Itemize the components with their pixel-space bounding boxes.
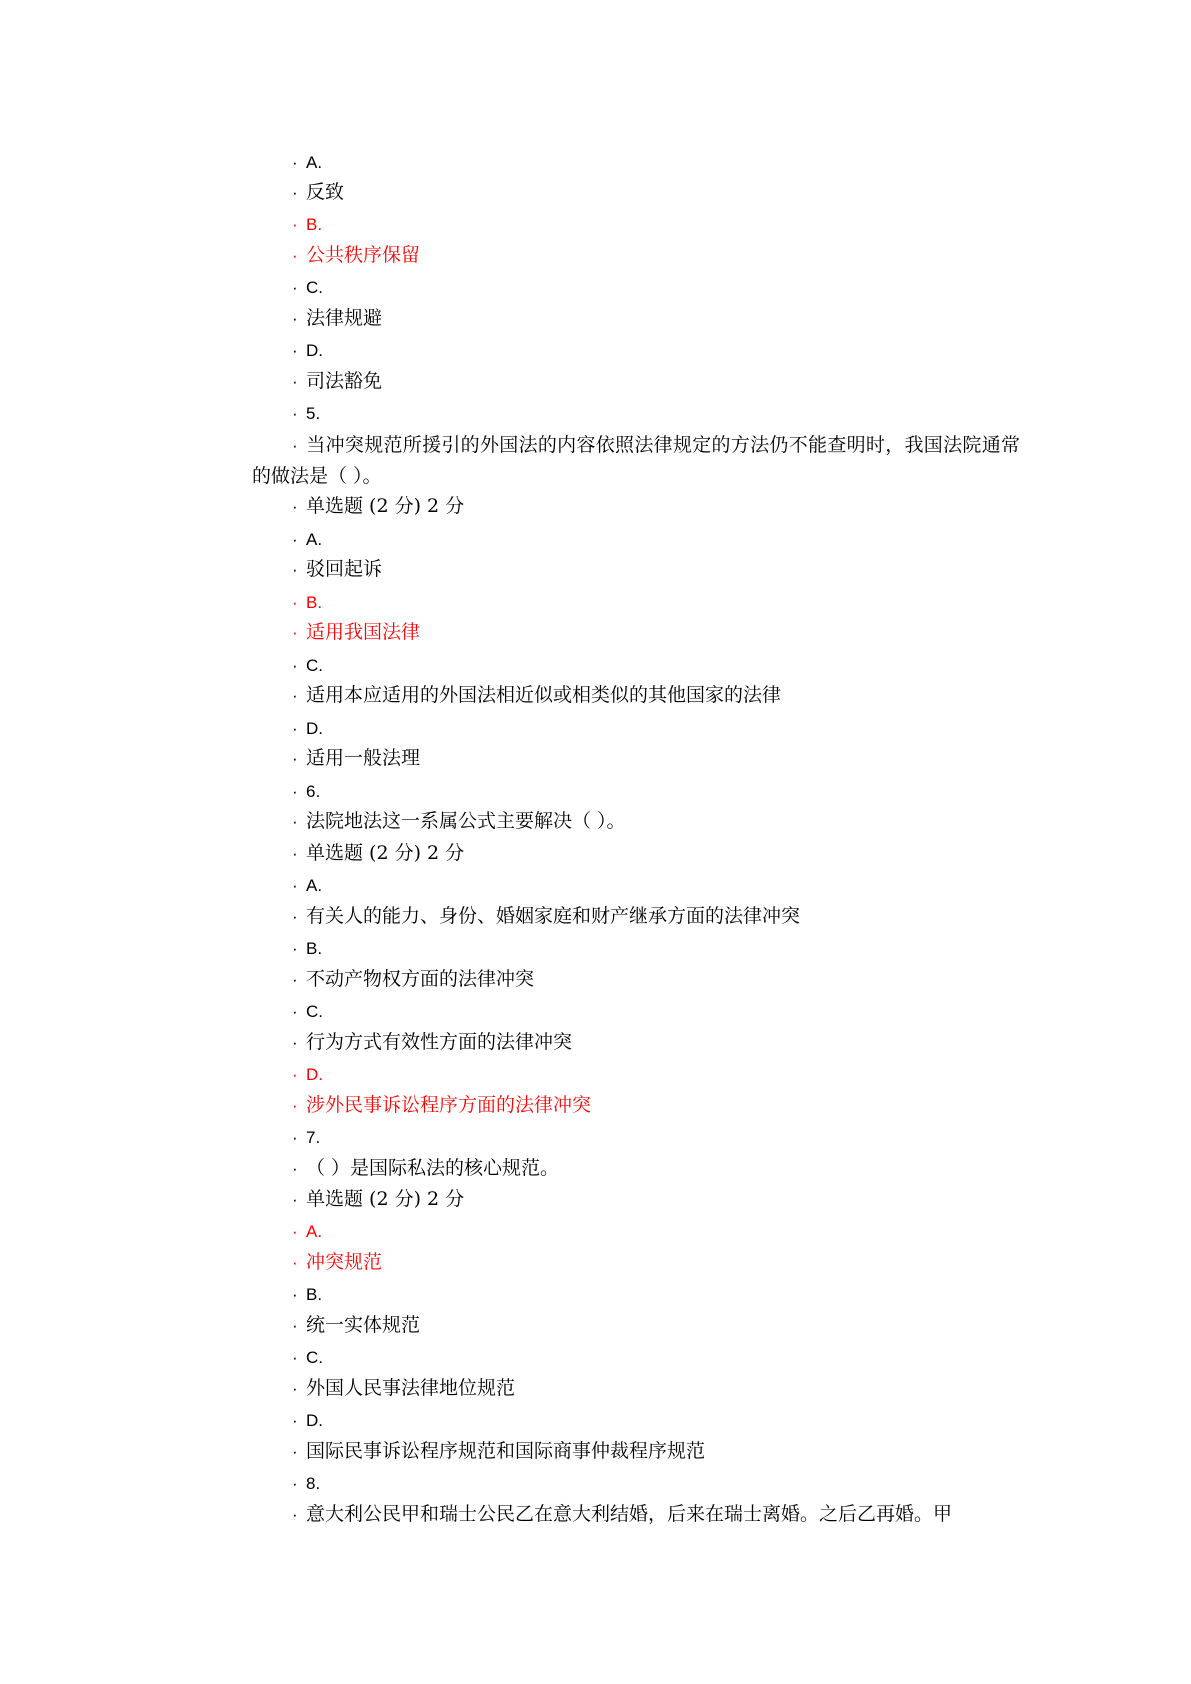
- bullet-icon: ·: [292, 656, 298, 675]
- bullet-icon: ·: [292, 749, 298, 768]
- list-item: · A.: [292, 528, 322, 552]
- list-item: · 有关人的能力、身份、婚姻家庭和财产继承方面的法律冲突: [292, 905, 801, 927]
- list-item: · C.: [292, 276, 323, 300]
- question-type: · 单选题 (2 分) 2 分: [292, 842, 465, 864]
- list-item: · 外国人民事法律地位规范: [292, 1377, 516, 1399]
- list-item: · B.: [292, 1283, 322, 1307]
- list-item: · 公共秩序保留: [292, 244, 421, 266]
- bullet-icon: ·: [292, 782, 298, 801]
- list-item: · A.: [292, 151, 322, 175]
- list-item: · 冲突规范: [292, 1251, 383, 1273]
- bullet-icon: ·: [292, 1505, 298, 1524]
- bullet-icon: ·: [292, 1033, 298, 1052]
- bullet-icon: ·: [292, 530, 298, 549]
- bullet-icon: ·: [292, 1222, 298, 1241]
- bullet-icon: ·: [292, 876, 298, 895]
- bullet-icon: ·: [292, 907, 298, 926]
- list-item: · A.: [292, 874, 322, 898]
- bullet-icon: ·: [292, 1253, 298, 1272]
- bullet-icon: ·: [292, 246, 298, 265]
- question-type: · 单选题 (2 分) 2 分: [292, 495, 465, 517]
- question-number: · 6.: [292, 780, 320, 804]
- bullet-icon: ·: [292, 1316, 298, 1335]
- bullet-icon: ·: [292, 497, 298, 516]
- list-item: · C.: [292, 654, 323, 678]
- list-item: · 反致: [292, 181, 345, 203]
- bullet-icon: ·: [292, 1159, 298, 1178]
- bullet-icon: ·: [292, 1096, 298, 1115]
- list-item: · 行为方式有效性方面的法律冲突: [292, 1031, 573, 1053]
- bullet-icon: ·: [292, 623, 298, 642]
- list-item: · 涉外民事诉讼程序方面的法律冲突: [292, 1094, 592, 1116]
- bullet-icon: ·: [292, 436, 298, 455]
- bullet-icon: ·: [292, 153, 298, 172]
- bullet-icon: ·: [292, 970, 298, 989]
- list-item: · B.: [292, 213, 322, 237]
- bullet-icon: ·: [292, 309, 298, 328]
- list-item: · C.: [292, 1000, 323, 1024]
- list-item: · A.: [292, 1220, 322, 1244]
- bullet-icon: ·: [292, 278, 298, 297]
- bullet-icon: ·: [292, 719, 298, 738]
- bullet-icon: ·: [292, 1411, 298, 1430]
- bullet-icon: ·: [292, 404, 298, 423]
- bullet-icon: ·: [292, 215, 298, 234]
- question-number: · 7.: [292, 1126, 320, 1150]
- question-number: · 8.: [292, 1472, 320, 1496]
- bullet-icon: ·: [292, 1474, 298, 1493]
- list-item: · 适用我国法律: [292, 621, 421, 643]
- bullet-icon: ·: [292, 1285, 298, 1304]
- bullet-icon: ·: [292, 593, 298, 612]
- question-text: · 意大利公民甲和瑞士公民乙在意大利结婚，后来在瑞士离婚。之后乙再婚。甲: [292, 1503, 953, 1525]
- bullet-icon: ·: [292, 1002, 298, 1021]
- bullet-icon: ·: [292, 1065, 298, 1084]
- question-type: · 单选题 (2 分) 2 分: [292, 1188, 465, 1210]
- bullet-icon: ·: [292, 1348, 298, 1367]
- question-text: · 当冲突规范所援引的外国法的内容依照法律规定的方法仍不能查明时，我国法院通常的做法是（ ）。: [252, 430, 1020, 492]
- list-item: · 不动产物权方面的法律冲突: [292, 968, 535, 990]
- list-item: · D.: [292, 1409, 323, 1433]
- list-item: · C.: [292, 1346, 323, 1370]
- list-item: · 国际民事诉讼程序规范和国际商事仲裁程序规范: [292, 1440, 706, 1462]
- list-item: · 适用本应适用的外国法相近似或相类似的其他国家的法律: [292, 684, 782, 706]
- list-item: · D.: [292, 339, 323, 363]
- bullet-icon: ·: [292, 341, 298, 360]
- bullet-icon: ·: [292, 1128, 298, 1147]
- bullet-icon: ·: [292, 183, 298, 202]
- list-item: · 适用一般法理: [292, 747, 421, 769]
- question-text: · （ ）是国际私法的核心规范。: [292, 1157, 560, 1179]
- bullet-icon: ·: [292, 372, 298, 391]
- bullet-icon: ·: [292, 560, 298, 579]
- bullet-icon: ·: [292, 1190, 298, 1209]
- bullet-icon: ·: [292, 1442, 298, 1461]
- list-item: · 法律规避: [292, 307, 383, 329]
- list-item: · 司法豁免: [292, 370, 383, 392]
- question-number: · 5.: [292, 402, 320, 426]
- bullet-icon: ·: [292, 1379, 298, 1398]
- list-item: · 统一实体规范: [292, 1314, 421, 1336]
- question-text: · 法院地法这一系属公式主要解决（ ）。: [292, 810, 626, 832]
- bullet-icon: ·: [292, 812, 298, 831]
- list-item: · 驳回起诉: [292, 558, 383, 580]
- list-item: · B.: [292, 591, 322, 615]
- list-item: · D.: [292, 717, 323, 741]
- list-item: · D.: [292, 1063, 323, 1087]
- list-item: · B.: [292, 937, 322, 961]
- bullet-icon: ·: [292, 686, 298, 705]
- bullet-icon: ·: [292, 844, 298, 863]
- bullet-icon: ·: [292, 939, 298, 958]
